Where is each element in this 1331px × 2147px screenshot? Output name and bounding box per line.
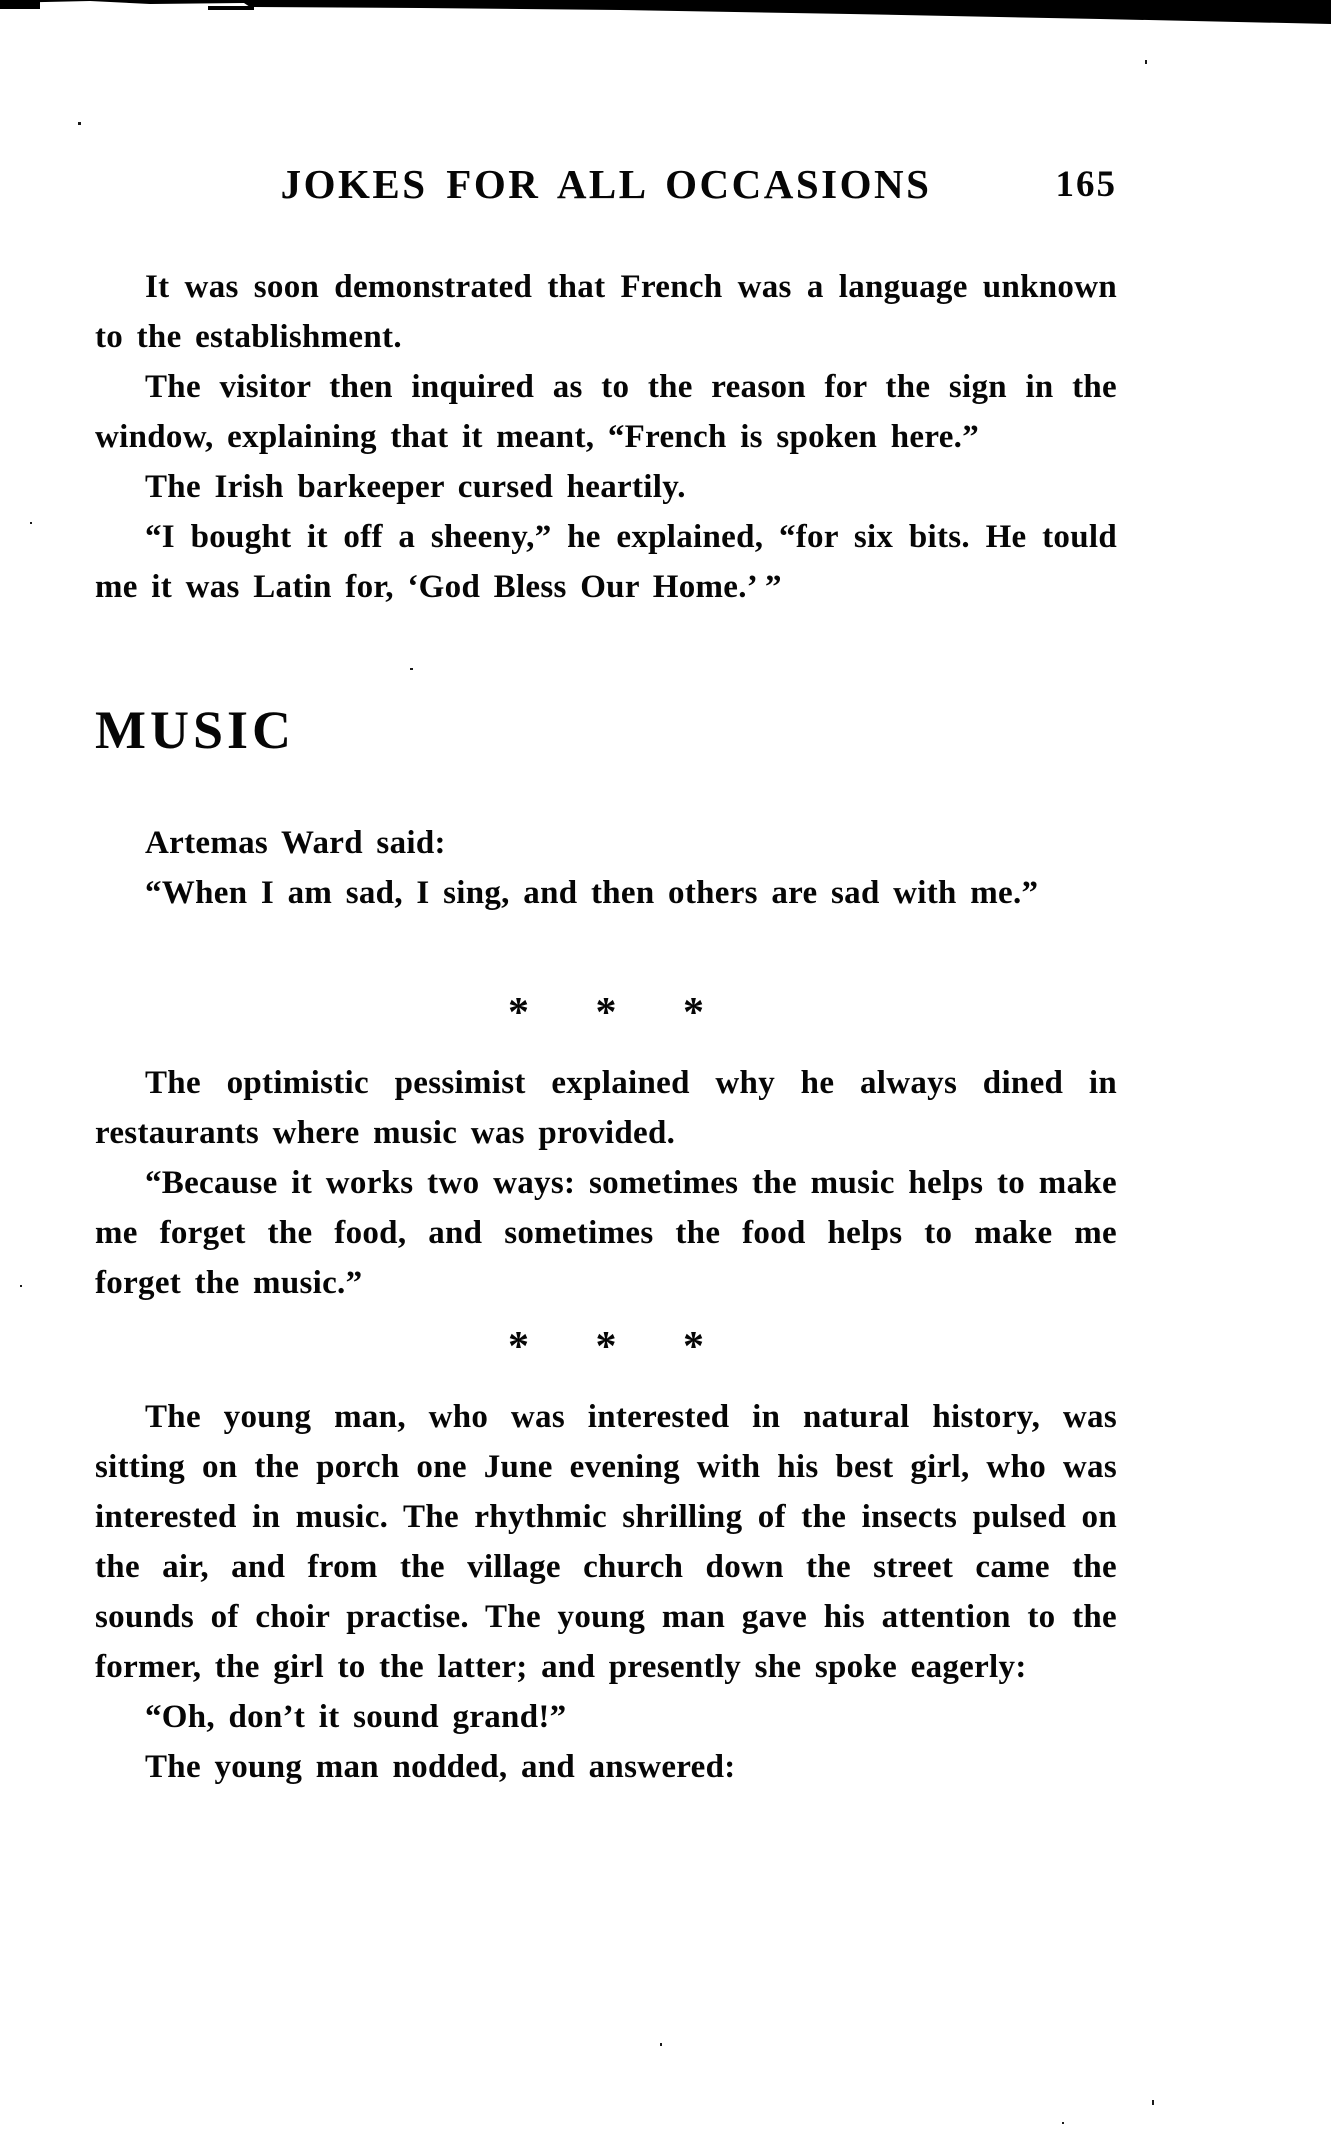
scan-speck xyxy=(410,668,413,670)
scan-speck xyxy=(660,2043,662,2046)
paragraph: “Oh, don’t it sound grand!” xyxy=(145,1699,567,1735)
page-header xyxy=(95,160,1117,210)
paragraph: The visitor then inquired as to the reason for the sign in the window, explaining that it meant, “French is spoken here.” xyxy=(95,369,1117,455)
scan-speck xyxy=(1152,2100,1154,2105)
asterisk-separator: * * * xyxy=(508,990,704,1036)
scan-speck xyxy=(1062,2122,1064,2124)
paragraph: The optimistic pessimist explained why he always dined in restaurants where music was provided. xyxy=(95,1065,1117,1151)
page-number: 165 xyxy=(1055,164,1117,205)
paragraph: The young man, who was interested in natural history, was sitting on the porch one June evening with his best girl, who was interested in music. The rhythmic shrilling of the insects pulsed on the air, and from the village church down the street came the sounds of choir practise. The young man gave his attention to the former, the girl to the latter; and presently she spoke eagerly: xyxy=(95,1399,1117,1685)
paragraph: The Irish barkeeper cursed heartily. xyxy=(145,469,686,505)
scan-speck xyxy=(20,1285,22,1287)
joke-block-artemas-ward xyxy=(95,818,1117,918)
paragraph: It was soon demonstrated that French was a language unknown to the establishment. xyxy=(95,269,1117,355)
paragraph: “Because it works two ways: sometimes the music helps to make me forget the food, and sometimes the food helps to make me forget the music.” xyxy=(95,1165,1117,1301)
scan-speck xyxy=(30,522,32,524)
running-title: JOKES FOR ALL OCCASIONS xyxy=(280,161,932,207)
paragraph: “When I am sad, I sing, and then others are sad with me.” xyxy=(145,875,1039,911)
paragraph: Artemas Ward said: xyxy=(145,825,446,861)
scan-speck xyxy=(78,122,81,125)
asterisk-separator: * * * xyxy=(508,1324,704,1370)
section-heading-music: MUSIC xyxy=(95,700,296,760)
joke-block-optimistic-pessimist xyxy=(95,1058,1117,1308)
joke-block-young-man-porch xyxy=(95,1392,1117,1792)
jokes-block-french-sign xyxy=(95,262,1117,612)
scan-artifact-top-edge xyxy=(0,0,1331,28)
paragraph: The young man nodded, and answered: xyxy=(145,1749,736,1785)
paragraph: “I bought it off a sheeny,” he explained, “for six bits. He tould me it was Latin for, ‘God Bless Our Home.’ ” xyxy=(95,519,1117,605)
scan-speck xyxy=(1145,60,1147,64)
